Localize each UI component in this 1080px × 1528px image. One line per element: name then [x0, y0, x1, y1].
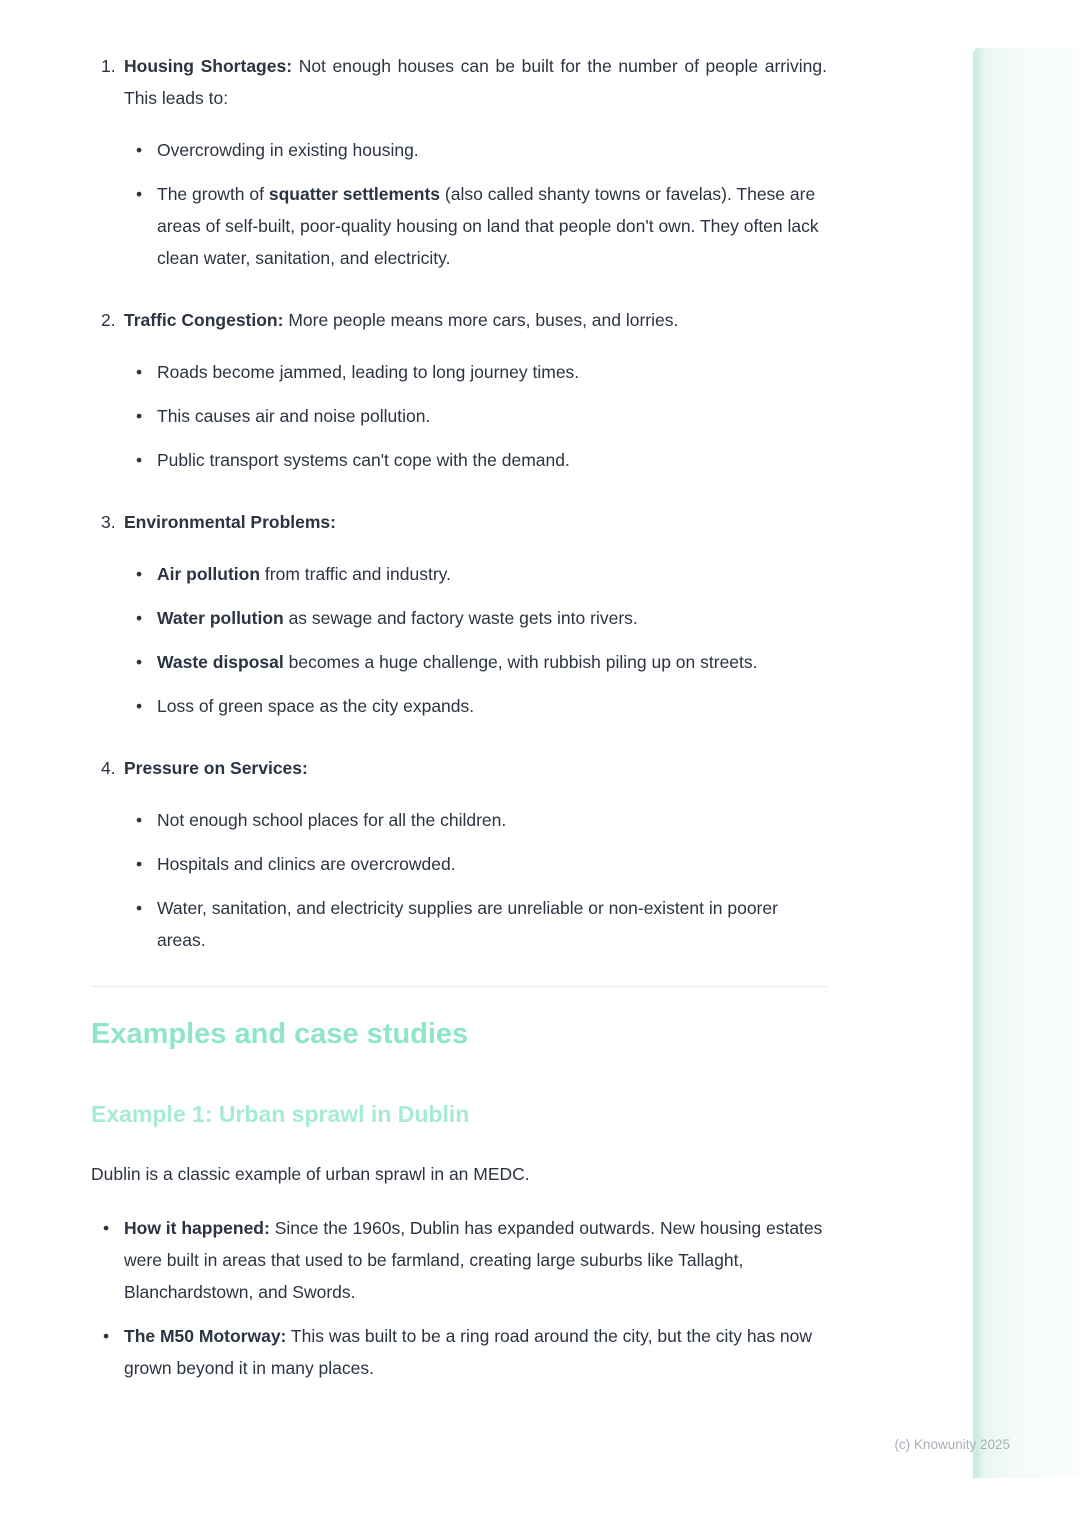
problem-number: 2.	[101, 310, 116, 330]
bullet-text: This causes air and noise pollution.	[157, 406, 431, 426]
bullet-text: Overcrowding in existing housing.	[157, 140, 419, 160]
copyright-watermark: (c) Knowunity 2025	[894, 1437, 1010, 1452]
bullet-text: Not enough school places for all the children.	[157, 810, 507, 830]
bullet-item	[124, 444, 827, 476]
problem-bullet-list	[124, 558, 827, 722]
problem-paragraph	[124, 50, 827, 114]
problem-bullet-list	[124, 356, 827, 476]
bullet-text: Hospitals and clinics are overcrowded.	[157, 854, 456, 874]
bullet-item	[124, 848, 827, 880]
problem-body	[124, 752, 827, 986]
bullet-bold-text: squatter settlements	[268, 184, 441, 204]
bullet-item	[91, 1320, 827, 1384]
bullet-text: becomes a huge challenge, with rubbish piling up on streets.	[283, 652, 758, 672]
example1-bullet-list	[91, 1212, 827, 1384]
example1-heading: Example 1: Urban sprawl in Dublin	[91, 1101, 470, 1127]
bullet-text: Water, sanitation, and electricity supplies are unreliable or non-existent in poorer areas.	[157, 898, 778, 950]
bullet-item	[124, 646, 827, 678]
problem-bullet-list	[124, 804, 827, 956]
problem-paragraph	[124, 752, 827, 784]
problem-item-traffic	[91, 304, 827, 506]
bullet-text: Since the 1960s, Dublin has expanded outwards. New housing estates were built in areas that used to be farmland, creating large suburbs like Tallaght, Blanchardstown, and Swords.	[124, 1218, 823, 1302]
problem-text: More people means more cars, buses, and lorries.	[288, 310, 679, 330]
bullet-text: The growth of	[157, 184, 269, 204]
bullet-bold-text: How it happened:	[124, 1218, 270, 1238]
problem-number: 1.	[101, 56, 116, 76]
bullet-item	[124, 356, 827, 388]
problem-paragraph	[124, 304, 827, 336]
bullet-text: as sewage and factory waste gets into rivers.	[283, 608, 638, 628]
problem-body	[124, 304, 827, 506]
problem-body	[124, 50, 827, 304]
problem-item-housing	[91, 50, 827, 304]
problem-title: Housing Shortages:	[124, 56, 293, 76]
bullet-bold-text: Waste disposal	[157, 652, 284, 672]
problem-item-services	[91, 752, 827, 986]
problem-title: Pressure on Services:	[124, 758, 308, 778]
document-content	[91, 50, 827, 1396]
bullet-bold-text: Water pollution	[157, 608, 284, 628]
bullet-item	[124, 892, 827, 956]
problem-title: Environmental Problems:	[124, 512, 336, 532]
bullet-item	[124, 178, 827, 274]
bullet-item	[124, 602, 827, 634]
section-divider	[91, 986, 827, 987]
bullet-item	[91, 1212, 827, 1308]
problem-number: 3.	[101, 512, 116, 532]
bullet-text: Public transport systems can't cope with the demand.	[157, 450, 570, 470]
problem-text: Not enough houses can be built for the number of people arriving. This leads to:	[124, 56, 827, 108]
bullet-text: from traffic and industry.	[260, 564, 452, 584]
bullet-item	[124, 400, 827, 432]
bullet-item	[124, 804, 827, 836]
bullet-item	[124, 558, 827, 590]
example1-intro: Dublin is a classic example of urban sprawl in an MEDC.	[91, 1164, 530, 1184]
problem-item-environment	[91, 506, 827, 752]
problem-bullet-list	[124, 134, 827, 274]
bullet-text: Loss of green space as the city expands.	[157, 696, 475, 716]
bullet-bold-text: Air pollution	[157, 564, 261, 584]
bullet-item	[124, 690, 827, 722]
problem-number: 4.	[101, 758, 116, 778]
problem-body	[124, 506, 827, 752]
examples-section-heading: Examples and case studies	[91, 1018, 469, 1050]
accent-strip	[973, 48, 1080, 1478]
bullet-bold-text: The M50 Motorway:	[124, 1326, 287, 1346]
bullet-text: (also called shanty towns or favelas). These are areas of self-built, poor-quality housing on land that people don't own. They often lack clean water, sanitation, and electricity.	[157, 184, 819, 268]
problem-paragraph	[124, 506, 827, 538]
bullet-item	[124, 134, 827, 166]
bullet-text: Roads become jammed, leading to long journey times.	[157, 362, 580, 382]
problem-title: Traffic Congestion:	[124, 310, 284, 330]
bullet-text: This was built to be a ring road around the city, but the city has now grown beyond it in many places.	[124, 1326, 813, 1378]
